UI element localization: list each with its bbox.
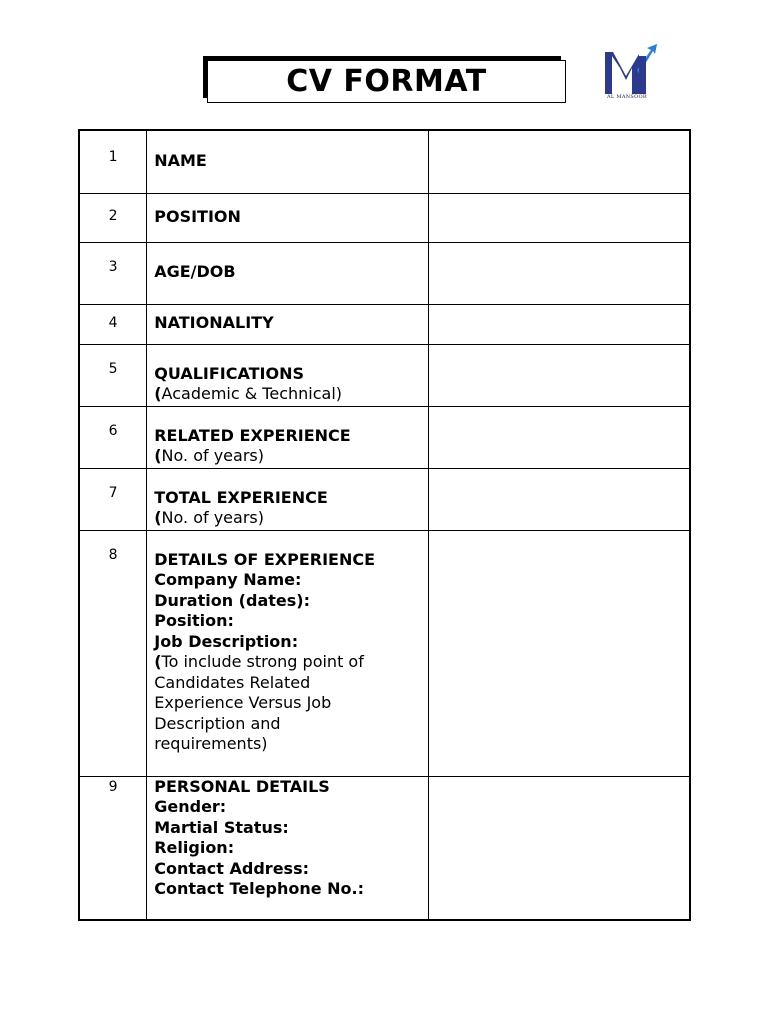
note-line: Description and — [154, 713, 281, 733]
company-name-label: Company Name: — [154, 570, 302, 589]
row-sublabel: No. of years) — [161, 508, 264, 527]
contact-address-label: Contact Address: — [154, 858, 309, 878]
value-cell-qualifications[interactable] — [428, 344, 690, 406]
marital-status-label: Martial Status: — [154, 817, 289, 837]
value-cell-details-of-experience[interactable] — [428, 530, 690, 776]
paren: ( — [154, 508, 162, 527]
row-sublabel: No. of years) — [161, 446, 264, 465]
value-cell-related-experience[interactable] — [428, 406, 690, 468]
row-sublabel: Academic & Technical) — [161, 384, 342, 403]
note-line: Experience Versus Job — [154, 693, 332, 712]
cv-table — [78, 129, 691, 921]
row-number: 4 — [108, 314, 118, 331]
duration-label: Duration (dates): — [154, 590, 310, 610]
row-number: 6 — [108, 422, 118, 439]
value-cell-personal-details[interactable] — [428, 776, 690, 920]
row-label: DETAILS OF EXPERIENCE — [154, 549, 376, 569]
note-line: Candidates Related — [154, 672, 311, 692]
row-number: 7 — [108, 484, 118, 501]
row-label: TOTAL EXPERIENCE — [154, 487, 328, 507]
value-cell-position[interactable] — [428, 193, 690, 242]
table-row — [79, 776, 690, 920]
page-title: CV FORMAT — [207, 60, 566, 103]
row-label: AGE/DOB — [154, 261, 236, 281]
job-description-label: Job Description: — [154, 631, 299, 651]
row-number: 9 — [108, 778, 118, 795]
table-row — [79, 304, 690, 344]
row-label: RELATED EXPERIENCE — [154, 425, 351, 445]
table-row — [79, 406, 690, 468]
value-cell-total-experience[interactable] — [428, 468, 690, 530]
contact-telephone-label: Contact Telephone No.: — [154, 879, 364, 898]
position-label: Position: — [154, 611, 234, 630]
table-row — [79, 468, 690, 530]
value-cell-nationality[interactable] — [428, 304, 690, 344]
row-label: QUALIFICATIONS — [154, 363, 305, 383]
paren: ( — [154, 384, 162, 403]
paren: ( — [154, 652, 162, 671]
row-number: 3 — [108, 258, 118, 275]
row-number: 8 — [108, 546, 118, 563]
note-line: requirements) — [154, 734, 268, 753]
paren: ( — [154, 446, 162, 465]
row-number: 1 — [108, 149, 118, 165]
value-cell-age-dob[interactable] — [428, 242, 690, 304]
row-label: POSITION — [154, 206, 241, 226]
table-row — [79, 130, 690, 193]
note-line: To include strong point of — [161, 652, 364, 671]
row-label: NATIONALITY — [154, 312, 274, 332]
table-row — [79, 344, 690, 406]
table-row — [79, 193, 690, 242]
row-number: 2 — [108, 207, 118, 224]
table-row — [79, 530, 690, 776]
gender-label: Gender: — [154, 797, 227, 816]
table-row — [79, 242, 690, 304]
row-number: 5 — [108, 360, 118, 377]
logo-brand-text: AL MANSOOR — [606, 94, 647, 100]
row-label: PERSONAL DETAILS — [154, 776, 330, 796]
row-label: NAME — [154, 151, 207, 170]
value-cell-name[interactable] — [428, 130, 690, 193]
religion-label: Religion: — [154, 838, 235, 857]
